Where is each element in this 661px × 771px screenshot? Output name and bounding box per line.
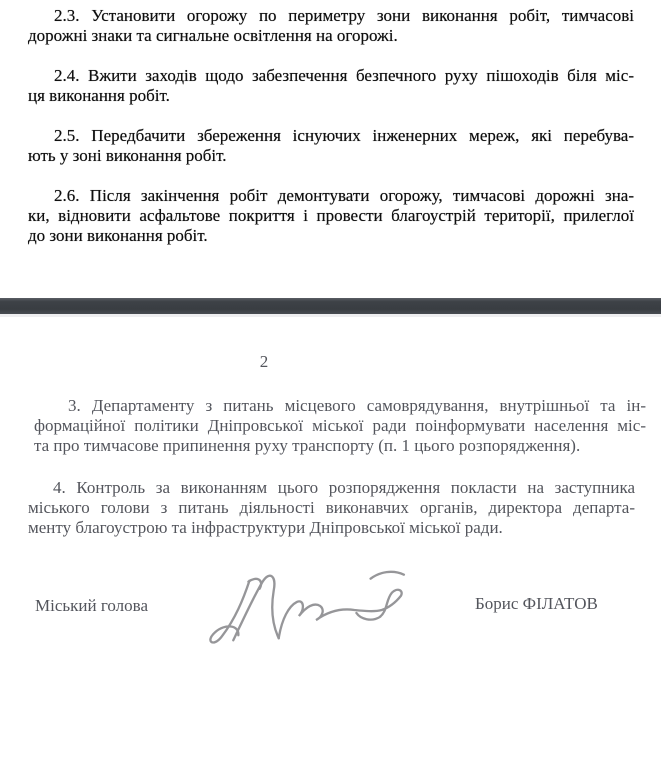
text-line: дорожні знаки та сигнальне освітлення на огорожі. (28, 26, 398, 45)
text-line: 3. Департаменту з питань місцевого самоврядування, внутрішньої та ін- (68, 396, 646, 415)
text-line: ки, відновити асфальтове покриття і провести благоустрій території, прилеглої (28, 206, 634, 225)
text-line: 2.3. Установити огорожу по периметру зони виконання робіт, тимчасові (54, 6, 634, 25)
text-line: 2.5. Передбачити збереження існуючих інженерних мереж, які перебува- (54, 126, 634, 145)
paragraph-2-6 (28, 186, 634, 246)
paragraph-2-4 (28, 66, 634, 106)
text-line: та про тимчасове припинення руху транспорту (п. 1 цього розпорядження). (34, 436, 581, 455)
text-line: ють у зоні виконання робіт. (28, 146, 227, 165)
paragraph-4 (28, 478, 635, 538)
signer-name-label: Борис ФІЛАТОВ (475, 594, 598, 613)
signer-role-label: Міський голова (35, 596, 148, 615)
text-line: до зони виконання робіт. (28, 226, 208, 245)
page1-text-block (28, 6, 634, 266)
text-line: 2.6. Після закінчення робіт демонтувати огорожу, тимчасові дорожні зна- (54, 186, 634, 205)
paragraph-2-5 (28, 126, 634, 166)
text-line: формаційної політики Дніпровської міської ради поінформувати населення міс- (34, 416, 646, 435)
paragraph-2-3 (28, 6, 634, 46)
text-line: 2.4. Вжити заходів щодо забезпечення безпечного руху пішоходів біля міс- (54, 66, 634, 85)
page-separator-bar (0, 298, 661, 314)
handwritten-signature-icon (203, 564, 415, 658)
page-edge-shadow (0, 314, 661, 317)
page-number: 2 (259, 352, 269, 371)
text-line: 4. Контроль за виконанням цього розпорядження покласти на заступника (53, 478, 635, 497)
text-line: менту благоустрою та інфраструктури Дніпровської міської ради. (28, 518, 503, 537)
paragraph-3 (34, 396, 646, 456)
text-line: ця виконання робіт. (28, 86, 170, 105)
text-line: міського голови з питань діяльності виконавчих органів, директора департа- (28, 498, 635, 517)
